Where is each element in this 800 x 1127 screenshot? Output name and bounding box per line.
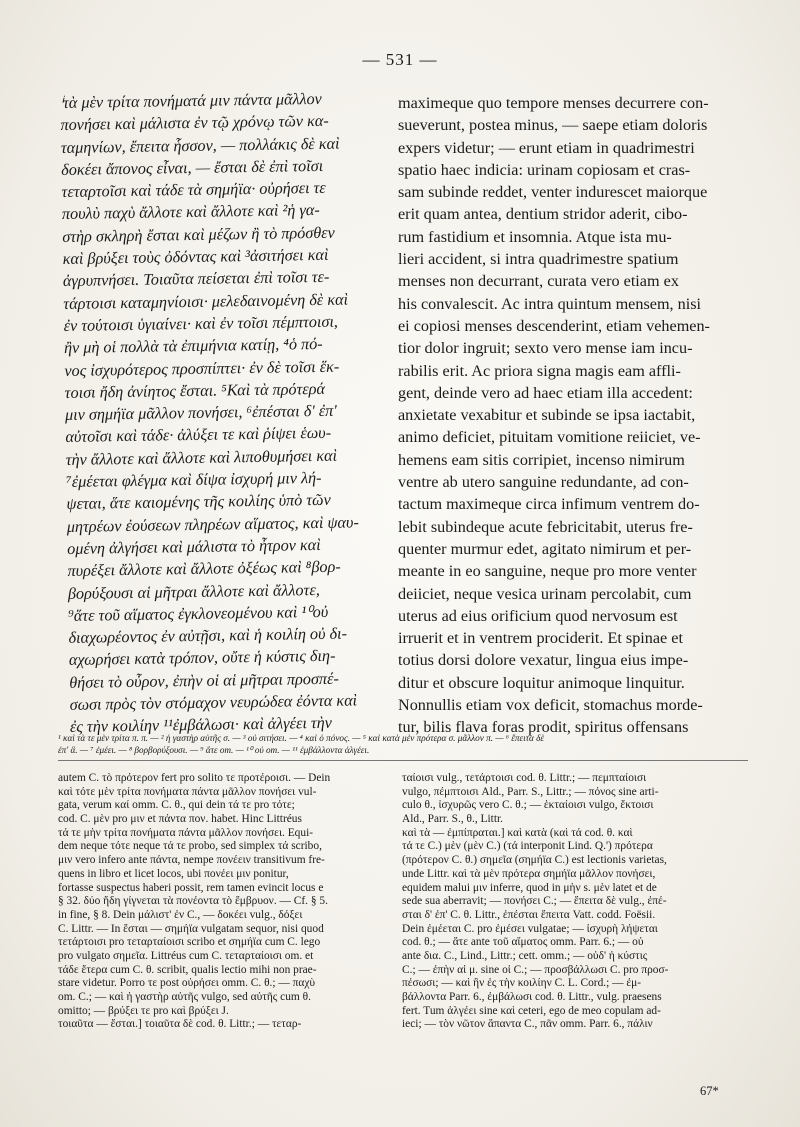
note-line: culo θ., ἰσχυρῶς vero C. θ.; — ἑκταίοισι vulgo, ἕκτοισι [402, 799, 654, 812]
note-line: vulgo, πέμπτοισι Ald., Parr. S., Littr.; — πόνος sine arti- [402, 785, 659, 798]
note-line: μιν vero infero ante πάντα, nempe πονέειν transitivum fre- [58, 854, 325, 867]
greek-text-column [60, 87, 398, 739]
note-line: ante δια. C., Lind., Littr.; cett. omm.; — οὐδ' ἡ κύστις [402, 949, 648, 962]
latin-text-line: totius dorsi dolore vexatur, lingua eius impe- [398, 651, 689, 670]
latin-text-line: gent, deinde vero ad haec etiam illa accedent: [398, 383, 693, 402]
note-line: σται δ' ἐπ' C. θ. Littr., ἐπέσται ἔπειτα Vatt. codd. Foësii. [402, 908, 656, 921]
latin-text-line: menses non decurrant, curata vero etiam ex [398, 272, 679, 291]
greek-text-line: αχωρήσει κατὰ τρόπον, οὔτε ἡ κύστις διη- [68, 647, 336, 670]
latin-text-line: anxietate vexabitur et subinde se ipsa iactabit, [398, 406, 696, 425]
latin-text-line: deiiciet, neque vesica urinam percolabit, cum [398, 584, 692, 603]
note-line: βάλλοντα Parr. 6., ἐμβάλωσι cod. θ. Littr., vulg. praesens [402, 991, 662, 1003]
latin-text-line: expers videtur; — erunt etiam in quadrimestri [398, 138, 695, 157]
greek-text-line: βορύξουσι αἱ μῆτραι ἄλλοτε καὶ ἄλλοτε, [67, 580, 320, 603]
greek-text-line: πονήσει καὶ μάλιστα ἐν τῷ χρόνῳ τῶν κα- [60, 112, 329, 135]
note-line: autem C. τὸ πρότερον fert pro solito τε προτέροισι. — Dein [58, 772, 331, 784]
footnote-line: ἐπ' ἃ. — ⁷ ἐμέει. — ⁸ βορβορύξουσι. — ⁹ ἅτε om. — ¹⁰ οὐ om. — ¹¹ ἐμβάλλοντα ἀλγέει. [58, 745, 370, 755]
note-line: (πρότερον C. θ.) σημεῖα (σημήϊα C.) est lectionis varietas, [402, 854, 667, 867]
greek-text-line: ⁱτὰ μὲν τρίτα πονήματά μιν πάντα μᾶλλον [60, 89, 322, 112]
note-line: equidem malui μιν inferre, quod in μὴν s. μὲν latet et de [402, 881, 657, 894]
latin-text-line: ventre ab utero sanguine redundante, ad con- [398, 473, 689, 492]
note-line: fortasse suspectus haberi possit, rem tamen evincit locus e [58, 881, 324, 894]
note-line: fert. Tum ἀλγέει sine καὶ ceteri, ego de meo copulam ad- [402, 1004, 661, 1017]
greek-text-line: αὐτοῖσι καὶ τάδε· ἀλύξει τε καὶ ῥίψει ἑωυ- [65, 424, 332, 447]
bleed-through-shadow [380, 712, 720, 726]
greek-text-line: ⁷ἐμέεται φλέγμα καὶ δίψα ἰσχυρή μιν λή- [65, 468, 322, 491]
note-line: τά τε μὴν τρίτα πονήματα πάντα μᾶλλον πονήσει. Equi- [58, 826, 314, 839]
greek-text-line: στὴρ σκληρὴ ἔσται καὶ μέζων ἢ τὸ πρόσθεν [62, 223, 335, 246]
greek-text-line: ταμηνίων, ἔπειτα ἧσσον, — πολλάκις δὲ καὶ [60, 134, 340, 157]
greek-text-line: πυρέξει ἄλλοτε καὶ ἄλλοτε ὀξέως καὶ ⁸βορ- [67, 557, 341, 581]
note-line: § 32. δύο ἤδη γίγνεται τὰ πονέοντα τὸ ἔμβρυον. — Cf. § 5. [58, 895, 328, 908]
footnote-divider [58, 760, 748, 761]
greek-text-line: μητρέων ἐούσεων πληρέων αἵματος, καὶ ψαυ- [66, 513, 359, 536]
signature-mark: 67* [700, 1084, 719, 1098]
note-line: omitto; — βρύξει τε pro καὶ βρύξει J. [58, 1004, 229, 1017]
latin-text-line: irruerit et in ventrem prociderit. Et spinae et [398, 629, 683, 648]
latin-text-line: tur, bilis flava foras prodit, spiritus offensans [398, 718, 689, 737]
latin-text-line: ditur et obscure loquitur animoque linquitur. [398, 673, 685, 692]
greek-text-line: τάρτοισι καταμηνίοισι· μελεδαινομένη δὲ καὶ [63, 290, 349, 313]
greek-text-line: διαχωρέοντος ἐν αὐτῇσι, καὶ ἡ κοιλίη οὐ δι- [68, 624, 348, 648]
greek-text-line: ἢν μὴ οἱ πολλὰ τὰ ἐπιμήνια κατίῃ, ⁴ὁ πό- [63, 335, 323, 358]
latin-text-line: tior dolor ingruit; sexto vero mense iam incu- [398, 339, 693, 358]
note-line: cod. θ.; — ἅτε ante τοῦ αἵματος omm. Parr. 6.; — οὐ [402, 936, 644, 949]
greek-text-line: μιν σημήϊα μᾶλλον πονήσει, ⁶ἐπέσται δ' ἐπ' [64, 401, 337, 425]
note-line: Ald., Parr. S., θ., Littr. [402, 813, 504, 826]
latin-text-line: sam subinde reddet, venter indurescet maiorque [398, 183, 708, 202]
greek-text-line: ομένη ἀλγήσει καὶ μάλιστα τὸ ἦτρον καὶ [67, 535, 321, 558]
greek-text-line: σωσι πρὸς τὸν στόμαχον νευρώδεα ἐόντα καὶ [69, 691, 358, 714]
latin-text-line: tactum maximeque circa infimum ventrem do- [398, 495, 700, 514]
note-line: πέσωσι; — καὶ ἢν ἐς τὴν κοιλίην C. L. Cord.; — ἐμ- [402, 977, 642, 990]
latin-text-line: his convalescit. Ac intra quintum mensem, nisi [398, 294, 702, 313]
note-line: quens in libro et licet locos, ubi πονέει μιν ponitur, [58, 867, 289, 880]
latin-text-line: spatio haec indicia: urinam copiosam et cras- [398, 160, 691, 179]
latin-text-line: animo deficiet, pituitam vomitione reiiciet, ve- [398, 428, 701, 447]
note-line: C. Littr. — In ἔσται — σημήϊα vulgatam sequor, nisi quod [58, 922, 324, 935]
note-line: τά τε C.) μὲν (μὲν C.) (τά interponit Lind. Q.') πρότερα [402, 840, 653, 853]
latin-text-line: quenter murmur edet, agitato nimirum et per- [398, 539, 692, 558]
greek-text-line: πουλὺ παχὺ ἄλλοτε καὶ ἄλλοτε καὶ ²ἡ γα- [61, 201, 320, 224]
latin-text-line: lieri accident, si intra quadrimestre spatium [398, 250, 679, 269]
greek-text-line: ψεται, ἅτε καιομένης τῆς κοιλίης ὑπὸ τῶν [66, 491, 331, 514]
note-line: sede sua aberravit; — πονήσει C.; — ἔπειτα δὲ vulg., ἐπέ- [402, 895, 667, 908]
note-line: om. C.; — καὶ ἡ γαστὴρ αὐτῆς vulgo, sed αὐτῆς cum θ. [58, 991, 311, 1003]
greek-text-line: ἐς τὴν κοιλίην ¹¹ἐμβάλωσι· καὶ ἀλγέει τὴν [69, 714, 333, 737]
latin-text-column [398, 92, 743, 739]
note-line: ieci; — τὸν νῶτον ἅπαντα C., πᾶν omm. Parr. 6., πάλιν [402, 1018, 653, 1031]
greek-text-line: καὶ βρύξει τοὺς ὀδόντας καὶ ³ἀσιτήσει καὶ [62, 245, 329, 269]
latin-text-line: ei copiosi menses descenderint, etiam vehemen- [398, 316, 710, 335]
greek-text-line: δοκέει ἄπονος εἶναι, — ἔσται δὲ ἐπὶ τοῖσι [61, 156, 324, 179]
latin-text-line: lebit subindeque acute febricitabit, uterus fre- [398, 517, 693, 536]
latin-text-line: rum fastidium et insomnia. Atque ista mu- [398, 227, 672, 246]
note-line: καὶ τὰ — ἐμπίπραται.] καὶ κατὰ (καὶ τά cod. θ. καὶ [402, 826, 633, 839]
note-line: pro vulgato σημεῖα. Littréus cum C. τεταρταίοισι om. et [58, 949, 314, 962]
page-number: — 531 — [362, 50, 438, 69]
latin-text-line: rabilis erit. Ac priora signa magis eam affli- [398, 361, 681, 380]
note-line: gata, verum καί omm. C. θ., qui dein τά τε pro τότε; [58, 799, 295, 812]
greek-text-line: τεταρτοῖσι καὶ τάδε τὰ σημήϊα· οὐρήσει τε [61, 179, 326, 202]
greek-text-line: ἐν τούτοισι ὑγιαίνει· καὶ ἐν τοῖσι πέμπτοισι, [63, 312, 339, 335]
critical-notes-left [58, 772, 390, 1032]
greek-text-line: τοισι ἤδη ἀνίητος ἔσται. ⁵Καὶ τὰ πρότερά [64, 379, 326, 402]
note-line: τετάρτοισι pro τεταρταίοισι scribo et σημήϊα cum C. lego [58, 936, 321, 949]
note-line: stare videtur. Porro τε post οὐρήσει omm. C. θ.; — παχὺ [58, 977, 316, 990]
note-line: in fine, § 8. Dein μάλιστ' ἐν C., — δοκέει vulg., δόξει [58, 908, 303, 921]
latin-text-line: uterus ad eius orificium quod nervosum est [398, 606, 678, 625]
latin-text-line: hemens eam sitis corripiet, incenso nimirum [398, 450, 685, 469]
latin-text-line: sueverunt, postea minus, — saepe etiam doloris [398, 116, 708, 135]
greek-text-line: θήσει τὸ οὖρον, ἐπὴν οἱ αἱ μῆτραι προσπέ- [69, 669, 339, 692]
note-line: τοιαῦτα — ἔσται.] τοιαῦτα δὲ cod. θ. Littr.; — τεταρ- [58, 1018, 302, 1031]
note-line: dem neque τότε neque τά τε probo, sed simplex τά scribo, [58, 840, 322, 853]
greek-text-line: νος ἰσχυρότερος προσπίπτει· ἐν δὲ τοῖσι ἕκ- [64, 357, 340, 380]
note-line: Dein ἐμέεται C. pro ἐμέσει vulgatae; — ἰσχυρὴ λήψεται [402, 922, 658, 935]
note-line: C.; — ἐπὴν αἱ μ. sine οἱ C.; — προσβάλλωσι C. pro προσ- [402, 963, 669, 976]
note-line: cod. C. μὲν pro μιν et πάντα πον. habet. Hinc Littréus [58, 813, 302, 826]
footnote-line: ¹ καὶ τὰ τε μὲν τρίτα π. π. — ² ἡ γαστὴρ αὐτῆς σ. — ³ οὐ σιτήσει. — ⁴ καὶ ὁ πόνος. — ⁵ καὶ κατὰ μὲν πρότερα σ. μᾶλλον π. — ⁶ ἔπειτα δὲ [58, 733, 544, 743]
note-line: καὶ τότε μὲν τρίτα πονήματα πάντα μᾶλλον πονήσει vul- [58, 785, 317, 798]
latin-text-line: Nonnullis etiam vox deficit, stomachus morde- [398, 696, 703, 715]
latin-text-line: meante in eo sanguine, neque pro more venter [398, 562, 697, 581]
critical-notes-right [402, 772, 748, 1032]
note-line: unde Littr. καὶ τὰ μὲν πρότερα σημήϊα μᾶλλον πονήσει, [402, 867, 656, 880]
latin-text-line: maximeque quo tempore menses decurrere con- [398, 94, 709, 112]
greek-text-line: τὴν ἄλλοτε καὶ ἄλλοτε καὶ λιποθυμήσει καὶ [65, 446, 338, 469]
latin-text-line: erit quam antea, dentium stridor aderit, cibo- [398, 205, 688, 224]
note-line: ταίοισι vulg., τετάρτοισι cod. θ. Littr.; — πεμπταίοισι [402, 772, 647, 784]
greek-text-line: ἀγρυπνήσει. Τοιαῦτα πείσεται ἐπὶ τοῖσι τε- [62, 268, 330, 291]
note-line: τάδε ἔτερα cum C. θ. scribit, qualis lectio mihi non prae- [58, 963, 317, 976]
greek-text-line: ⁹ἅτε τοῦ αἵματος ἐγκλονεομένου καὶ ¹⁰οὐ [68, 602, 329, 625]
